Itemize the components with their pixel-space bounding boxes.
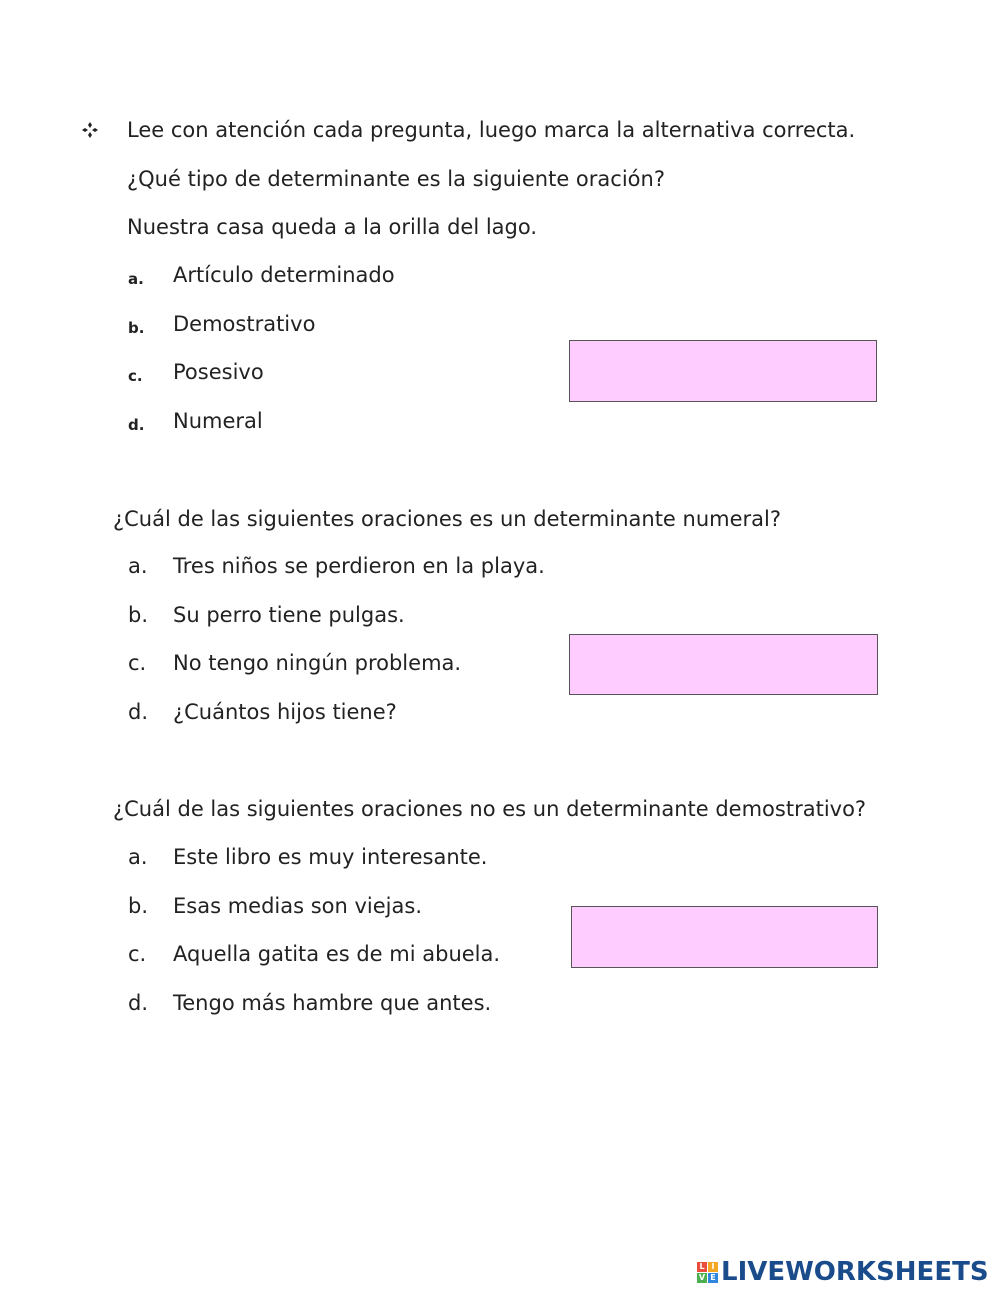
logo-text: LIVEWORKSHEETS [721, 1257, 989, 1287]
q1-option-b-text: Demostrativo [173, 312, 316, 336]
q3-option-a-text: Este libro es muy interesante. [173, 845, 488, 869]
liveworksheets-logo [697, 1257, 989, 1287]
q3-option-d-text: Tengo más hambre que antes. [173, 991, 492, 1015]
q3-option-d-letter: d. [128, 991, 149, 1015]
question-2-prompt: ¿Cuál de las siguientes oraciones es un determinante numeral? [113, 507, 782, 531]
q1-option-c-text: Posesivo [173, 360, 264, 384]
q1-option-b-letter: b. [128, 319, 145, 337]
q3-option-a-letter: a. [128, 845, 148, 869]
q2-option-c-letter: c. [128, 651, 147, 675]
q1-option-d-letter: d. [128, 416, 145, 434]
q2-option-c-text: No tengo ningún problema. [173, 651, 462, 675]
q3-option-c-letter: c. [128, 942, 147, 966]
q2-answer-box[interactable] [569, 634, 878, 695]
instruction-text: Lee con atención cada pregunta, luego marca la alternativa correcta. [127, 118, 856, 142]
q3-option-c-text: Aquella gatita es de mi abuela. [173, 942, 501, 966]
q1-option-a-text: Artículo determinado [173, 263, 395, 287]
q2-option-d-text: ¿Cuántos hijos tiene? [173, 700, 397, 724]
diamond-bullet-icon [80, 120, 100, 140]
q3-answer-box[interactable] [571, 906, 878, 968]
q1-option-d-text: Numeral [173, 409, 263, 433]
q2-option-d-letter: d. [128, 700, 149, 724]
q1-answer-box[interactable] [569, 340, 877, 402]
question-1-sentence: Nuestra casa queda a la orilla del lago. [127, 215, 538, 239]
question-3-prompt: ¿Cuál de las siguientes oraciones no es un determinante demostrativo? [113, 797, 867, 821]
logo-badge-icon: L I V E [697, 1262, 718, 1283]
q1-option-c-letter: c. [128, 367, 143, 385]
q2-option-a-letter: a. [128, 554, 148, 578]
q2-option-b-letter: b. [128, 603, 149, 627]
q3-option-b-letter: b. [128, 894, 149, 918]
q2-option-a-text: Tres niños se perdieron en la playa. [173, 554, 545, 578]
q2-option-b-text: Su perro tiene pulgas. [173, 603, 405, 627]
question-1-prompt: ¿Qué tipo de determinante es la siguiente oración? [127, 167, 665, 191]
q1-option-a-letter: a. [128, 270, 144, 288]
q3-option-b-text: Esas medias son viejas. [173, 894, 422, 918]
